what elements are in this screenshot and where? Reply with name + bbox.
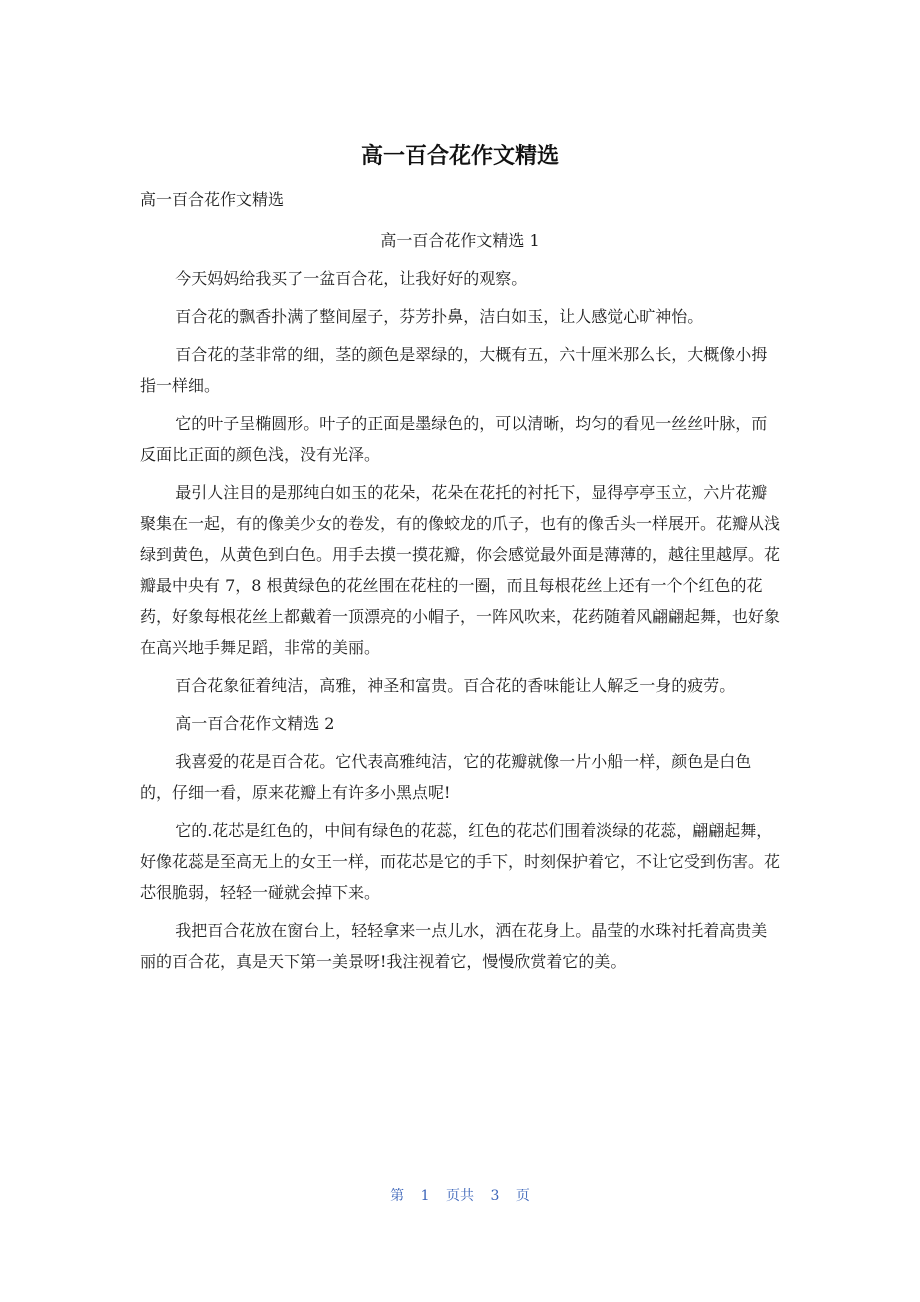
page-title: 高一百合花作文精选	[360, 144, 559, 169]
footer-total-pages: 3	[490, 1188, 500, 1204]
page-footer	[0, 1186, 920, 1206]
paragraph: 百合花的飘香扑满了整间屋子，芬芳扑鼻，洁白如玉，让人感觉心旷神怡。	[175, 307, 704, 326]
paragraph: 它的.花芯是红色的，中间有绿色的花蕊，红色的花芯们围着淡绿的花蕊，翩翩起舞，好像花蕊是至高无上的女王一样，而花芯是它的手下，时刻保护着它，不让它受到伤害。花芯很脆弱，轻轻一碰就会掉下来。	[140, 821, 781, 902]
paragraph: 我喜爱的花是百合花。它代表高雅纯洁，它的花瓣就像一片小船一样，颜色是白色的，仔细一看，原来花瓣上有许多小黑点呢!	[140, 752, 752, 802]
footer-mid: 页共	[446, 1188, 474, 1204]
paragraph: 最引人注目的是那纯白如玉的花朵，花朵在花托的衬托下，显得亭亭玉立，六片花瓣聚集在一起，有的像美少女的卷发，有的像蛟龙的爪子，也有的像舌头一样展开。花瓣从浅绿到黄色，从黄色到白色。用手去摸一摸花瓣，你会感觉最外面是薄薄的，越往里越厚。花瓣最中央有 7，8 根黄绿色的花丝围在花柱的一圈，而且每根花丝上还有一个个红色的花药，好象每根花丝上都戴着一顶漂亮的小帽子，一阵风吹来，花药随着风翩翩起舞，也好象在高兴地手舞足蹈，非常的美丽。	[140, 483, 781, 657]
paragraph: 百合花的茎非常的细，茎的颜色是翠绿的，大概有五，六十厘米那么长，大概像小拇指一样细。	[140, 345, 768, 395]
footer-page-number: 1	[420, 1188, 430, 1204]
footer-prefix: 第	[390, 1188, 405, 1204]
document-subtitle: 高一百合花作文精选	[140, 190, 285, 209]
footer-suffix: 页	[515, 1188, 530, 1204]
section-heading-1: 高一百合花作文精选 1	[380, 231, 540, 250]
paragraph: 我把百合花放在窗台上，轻轻拿来一点儿水，洒在花身上。晶莹的水珠衬托着高贵美丽的百合花，真是天下第一美景呀!我注视着它，慢慢欣赏着它的美。	[140, 921, 768, 971]
paragraph: 今天妈妈给我买了一盆百合花，让我好好的观察。	[175, 269, 528, 288]
document-body	[140, 225, 780, 984]
paragraph: 它的叶子呈椭圆形。叶子的正面是墨绿色的，可以清晰，均匀的看见一丝丝叶脉，而反面比正面的颜色浅，没有光泽。	[140, 414, 768, 464]
paragraph: 百合花象征着纯洁，高雅，神圣和富贵。百合花的香味能让人解乏一身的疲劳。	[175, 676, 736, 695]
section-heading-2: 高一百合花作文精选 2	[175, 714, 335, 733]
